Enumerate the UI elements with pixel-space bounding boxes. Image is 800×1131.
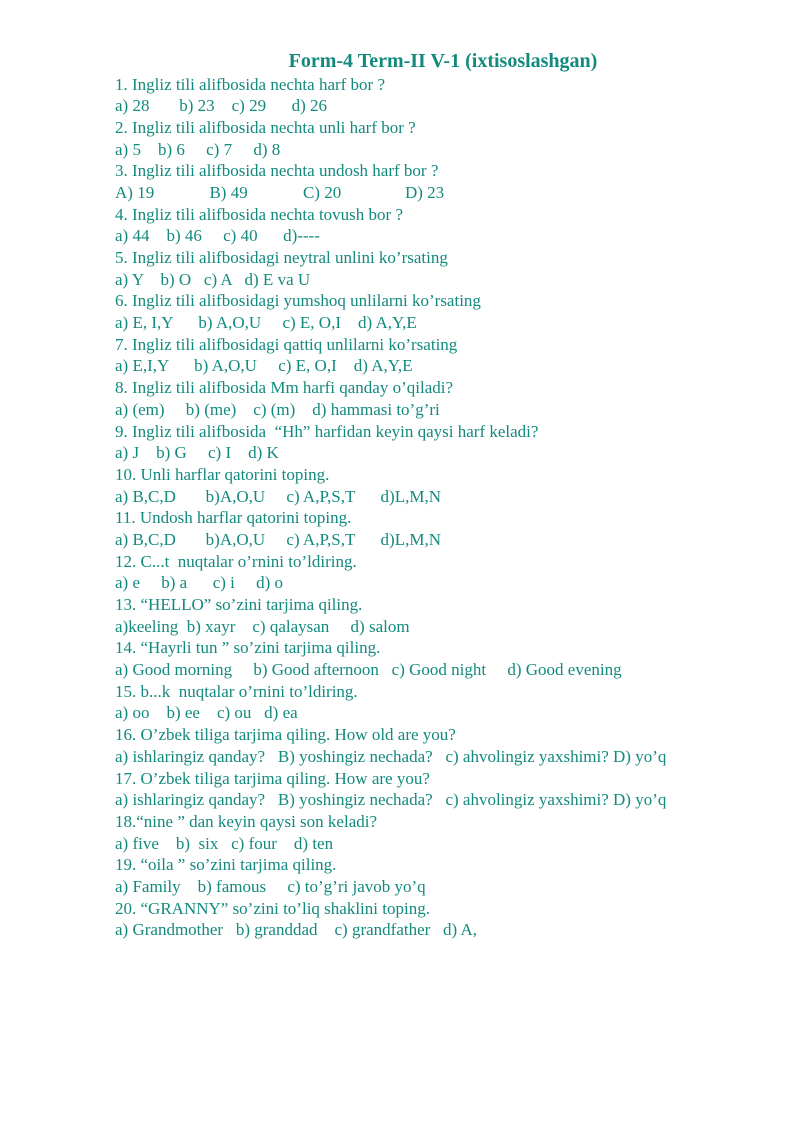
answer-options-line: A) 19 B) 49 C) 20 D) 23 xyxy=(115,182,445,202)
question-line: 6. Ingliz tili alifbosidagi yumshoq unlilarni ko’rsating xyxy=(115,291,481,311)
question-line: 13. “HELLO” so’zini tarjima qiling. xyxy=(115,595,363,614)
question-line: 17. O’zbek tiliga tarjima qiling. How are you? xyxy=(115,768,430,788)
question-line: 16. O’zbek tiliga tarjima qiling. How old are you? xyxy=(115,725,456,745)
question-line: 7. Ingliz tili alifbosidagi qattiq unlilarni ko’rsating xyxy=(115,334,458,354)
question-line: 1. Ingliz tili alifbosida nechta harf bor ? xyxy=(115,74,386,94)
answer-options-line: a) ishlaringiz qanday? B) yoshingiz nechada? c) ahvolingiz yaxshimi? D) yo’q xyxy=(115,746,667,766)
question-line: 14. “Hayrli tun ” so’zini tarjima qiling. xyxy=(115,638,381,658)
question-list xyxy=(115,74,795,942)
question-line: 2. Ingliz tili alifbosida nechta unli harf bor ? xyxy=(115,117,416,137)
question-line: 3. Ingliz tili alifbosida nechta undosh harf bor ? xyxy=(115,161,439,181)
answer-options-line: a) ishlaringiz qanday? B) yoshingiz nechada? c) ahvolingiz yaxshimi? D) yo’q xyxy=(115,790,667,810)
question-line: 12. C...t nuqtalar o’rnini to’ldiring. xyxy=(115,551,357,571)
answer-options-line: a) 5 b) 6 c) 7 d) 8 xyxy=(115,139,281,159)
question-line: 11. Undosh harflar qatorini toping. xyxy=(115,508,352,528)
document-title: Form-4 Term-II V-1 (ixtisoslashgan) xyxy=(288,50,598,72)
answer-options-line: a) 44 b) 46 c) 40 d)---- xyxy=(115,226,320,246)
question-line: 20. “GRANNY” so’zini to’liq shaklini toping. xyxy=(115,898,430,918)
question-line: 9. Ingliz tili alifbosida “Hh” harfidan keyin qaysi harf keladi? xyxy=(115,421,539,441)
question-line: 5. Ingliz tili alifbosidagi neytral unlini ko’rsating xyxy=(115,248,448,267)
answer-options-line: a) Grandmother b) granddad c) grandfather d) A, xyxy=(115,920,478,940)
answer-options-line: a) Good morning b) Good afternoon c) Good night d) Good evening xyxy=(115,660,622,680)
answer-options-line: a) 28 b) 23 c) 29 d) 26 xyxy=(115,96,327,116)
answer-options-line: a)keeling b) xayr c) qalaysan d) salom xyxy=(115,616,410,636)
answer-options-line: a) e b) a c) i d) o xyxy=(115,573,284,593)
answer-options-line: a) five b) six c) four d) ten xyxy=(115,833,334,853)
question-line: 10. Unli harflar qatorini toping. xyxy=(115,464,330,484)
answer-options-line: a) oo b) ee c) ou d) ea xyxy=(115,703,298,723)
answer-options-line: a) Family b) famous c) to’g’ri javob yo’q xyxy=(115,876,426,896)
answer-options-line: a) E,I,Y b) A,O,U c) E, O,I d) A,Y,E xyxy=(115,356,413,376)
question-line: 8. Ingliz tili alifbosida Mm harfi qanday o’qiladi? xyxy=(115,378,454,398)
question-line: 4. Ingliz tili alifbosida nechta tovush bor ? xyxy=(115,204,403,224)
question-line: 19. “oila ” so’zini tarjima qiling. xyxy=(115,855,337,875)
question-line: 18.“nine ” dan keyin qaysi son keladi? xyxy=(115,811,378,831)
answer-options-line: a) Y b) O c) A d) E va U xyxy=(115,269,311,289)
answer-options-line: a) B,C,D b)A,O,U c) A,P,S,T d)L,M,N xyxy=(115,529,441,549)
answer-options-line: a) J b) G c) I d) K xyxy=(115,443,279,463)
answer-options-line: a) E, I,Y b) A,O,U c) E, O,I d) A,Y,E xyxy=(115,313,417,333)
answer-options-line: a) (em) b) (me) c) (m) d) hammasi to’g’ri xyxy=(115,399,440,419)
answer-options-line: a) B,C,D b)A,O,U c) A,P,S,T d)L,M,N xyxy=(115,486,441,506)
question-line: 15. b...k nuqtalar o’rnini to’ldiring. xyxy=(115,681,358,701)
